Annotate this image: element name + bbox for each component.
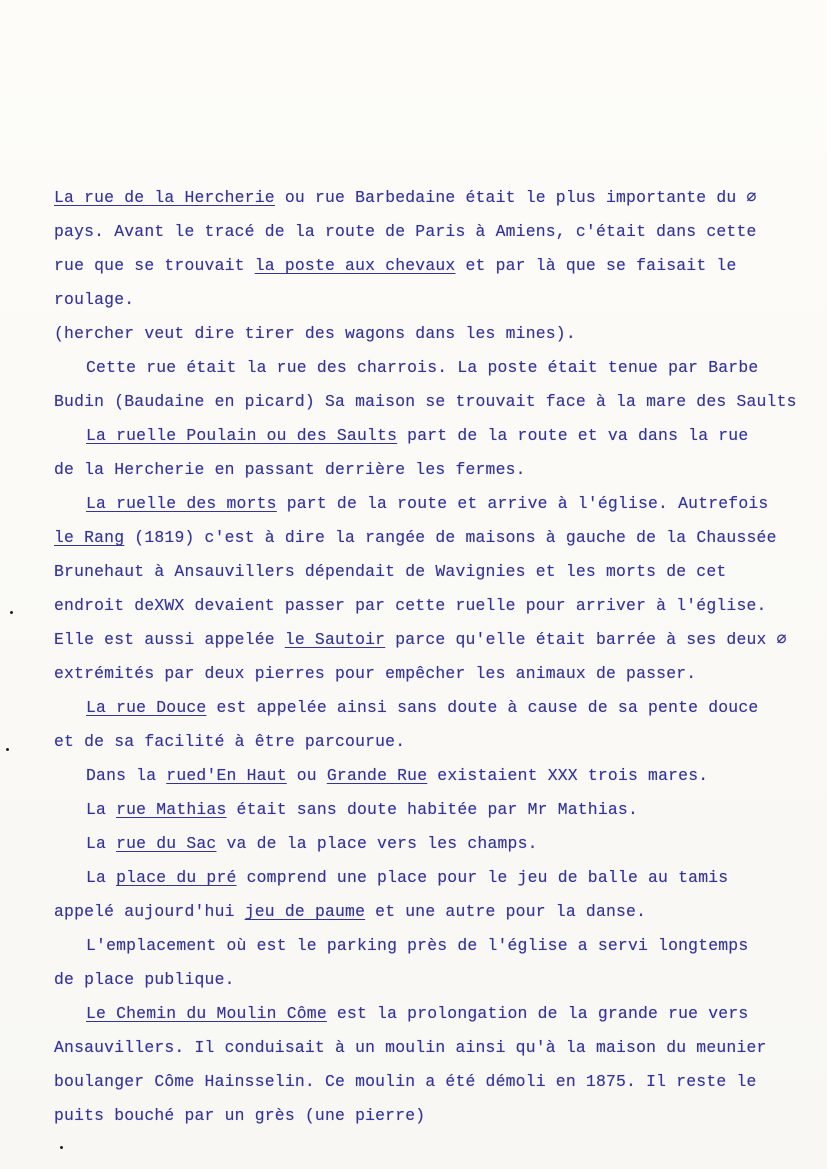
text-line: [54, 283, 814, 317]
ink-speck: [60, 1146, 63, 1149]
text-run: va de la place vers les champs.: [216, 834, 538, 853]
text-run: parce qu'elle était barrée à ses deux ∅: [385, 630, 787, 649]
text-run: part de la route et va dans la rue: [397, 426, 749, 445]
ink-speck: [6, 748, 9, 751]
underlined-name: La ruelle Poulain ou des Saults: [86, 426, 398, 445]
text-run: pays. Avant le tracé de la route de Paris à Amiens, c'était dans cette: [54, 222, 757, 241]
text-line: [54, 997, 814, 1031]
text-run: puits bouché par un grès (une pierre): [54, 1106, 426, 1125]
text-line: [54, 317, 814, 351]
text-line: [54, 521, 814, 555]
text-line: [54, 249, 814, 283]
underlined-name: Le Chemin du Moulin Côme: [86, 1004, 327, 1023]
text-line: [54, 453, 814, 487]
text-run: Brunehaut à Ansauvillers dépendait de Wavignies et les morts de cet: [54, 562, 727, 581]
text-run: ou rue Barbedaine était le plus importante du ∅: [274, 188, 757, 207]
text-line: [54, 589, 814, 623]
text-run: Elle est aussi appelée: [54, 630, 285, 649]
text-run: était sans doute habitée par Mr Mathias.: [226, 800, 638, 819]
typed-text: [54, 181, 814, 1133]
text-line: [54, 691, 814, 725]
text-line: [54, 861, 814, 895]
text-line: [54, 929, 814, 963]
text-run: de la Hercherie en passant derrière les fermes.: [54, 460, 526, 479]
text-run: comprend une place pour le jeu de balle au tamis: [236, 868, 729, 887]
text-run: endroit deXWX devaient passer par cette ruelle pour arriver à l'église.: [54, 596, 767, 615]
text-run: (1819) c'est à dire la rangée de maisons à gauche de la Chaussée: [124, 528, 777, 547]
underlined-name: la poste aux chevaux: [254, 256, 456, 275]
underlined-name: rued'En Haut: [166, 766, 287, 785]
text-run: appelé aujourd'hui: [54, 902, 245, 921]
text-line: [54, 657, 814, 691]
text-run: boulanger Côme Hainsselin. Ce moulin a été démoli en 1875. Il reste le: [54, 1072, 757, 1091]
underlined-name: rue Mathias: [116, 800, 227, 819]
text-line: [54, 1099, 814, 1133]
text-run: ou: [286, 766, 327, 785]
text-run: rue que se trouvait: [54, 256, 255, 275]
text-run: existaient XXX trois mares.: [427, 766, 709, 785]
underlined-name: jeu de paume: [244, 902, 366, 921]
underlined-name: Grande Rue: [326, 766, 428, 785]
text-run: est la prolongation de la grande rue vers: [326, 1004, 749, 1023]
text-line: [54, 385, 814, 419]
text-line: [54, 555, 814, 589]
text-run: La: [86, 834, 117, 853]
text-line: [54, 895, 814, 929]
text-run: Budin (Baudaine en picard) Sa maison se trouvait face à la mare des Saults: [54, 392, 797, 411]
text-line: [54, 215, 814, 249]
text-run: de place publique.: [54, 970, 235, 989]
text-line: [54, 1065, 814, 1099]
text-line: [54, 827, 814, 861]
text-run: part de la route et arrive à l'église. Autrefois: [276, 494, 769, 513]
text-run: Cette rue était la rue des charrois. La poste était tenue par Barbe: [86, 358, 759, 377]
underlined-name: le Rang: [54, 528, 125, 547]
text-line: [54, 487, 814, 521]
underlined-name: La ruelle des morts: [86, 494, 277, 513]
text-run: et de sa facilité à être parcourue.: [54, 732, 406, 751]
text-run: est appelée ainsi sans doute à cause de sa pente douce: [206, 698, 759, 717]
text-line: [54, 419, 814, 453]
underlined-name: place du pré: [116, 868, 237, 887]
underlined-name: La rue Douce: [86, 698, 207, 717]
ink-speck: [10, 611, 13, 614]
text-line: [54, 759, 814, 793]
text-line: [54, 181, 814, 215]
text-run: roulage.: [54, 290, 135, 309]
text-run: extrémités par deux pierres pour empêcher les animaux de passer.: [54, 664, 697, 683]
text-line: [54, 351, 814, 385]
text-line: [54, 1031, 814, 1065]
text-run: Ansauvillers. Il conduisait à un moulin ainsi qu'à la maison du meunier: [54, 1038, 767, 1057]
text-run: Dans la: [86, 766, 167, 785]
text-line: [54, 623, 814, 657]
underlined-name: rue du Sac: [116, 834, 217, 853]
text-line: [54, 963, 814, 997]
text-run: L'emplacement où est le parking près de l'église a servi longtemps: [86, 936, 749, 955]
text-line: [54, 725, 814, 759]
text-run: La: [86, 868, 117, 887]
text-run: et par là que se faisait le: [455, 256, 737, 275]
underlined-name: La rue de la Hercherie: [54, 188, 275, 207]
text-line: [54, 793, 814, 827]
text-run: La: [86, 800, 117, 819]
text-run: et une autre pour la danse.: [365, 902, 647, 921]
text-run: (hercher veut dire tirer des wagons dans les mines).: [54, 324, 576, 343]
underlined-name: le Sautoir: [284, 630, 386, 649]
